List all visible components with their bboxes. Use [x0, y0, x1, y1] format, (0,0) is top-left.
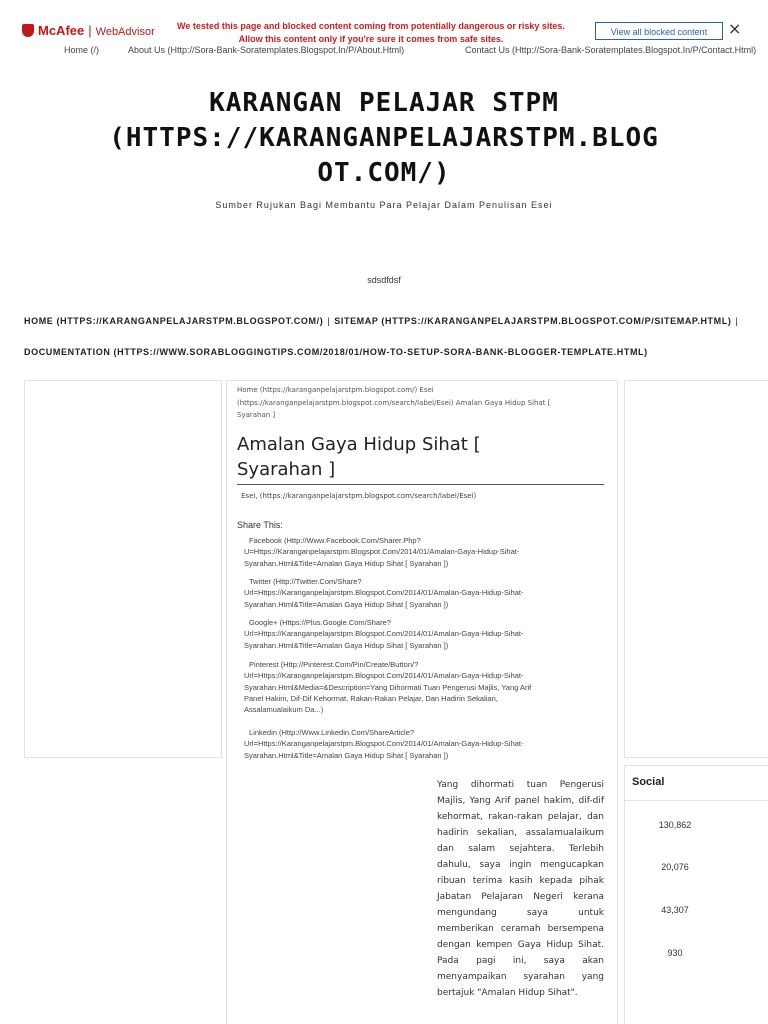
share-title: Share This: — [237, 520, 283, 530]
top-nav-home-link[interactable]: Home (/) — [64, 45, 100, 55]
share-twitter-link[interactable] — [244, 576, 594, 610]
share-link-line: Facebook (Http://Www.Facebook.Com/Sharer.Php? — [249, 536, 421, 545]
post-title — [237, 432, 597, 482]
post-body — [237, 777, 604, 1001]
top-nav — [0, 44, 768, 58]
site-title-line2[interactable]: (HTTPS://KARANGANPELAJARSTPM.BLOG — [109, 123, 659, 153]
share-link-line: Url=Https://Karanganpelajarstpm.Blogspot.Com/2014/01/Amalan-Gaya-Hidup-Sihat- — [244, 739, 524, 749]
social-count-pinterest[interactable]: 930 — [667, 948, 683, 958]
left-sidebar-box — [24, 380, 222, 758]
mcafee-brand: McAfee — [38, 23, 85, 38]
main-nav-documentation-link[interactable]: DOCUMENTATION (HTTPS://WWW.SORABLOGGINGTIPS.COM/2018/01/HOW-TO-SETUP-SORA-BANK-BLOGGER-TEMPLATE.HTML) — [24, 347, 648, 357]
breadcrumb-line2[interactable]: (https://karanganpelajarstpm.blogspot.com/search/label/Esei) Amalan Gaya Hidup Sihat [ — [237, 398, 551, 407]
post-title-line1: Amalan Gaya Hidup Sihat [ — [237, 434, 481, 455]
share-linkedin-link[interactable] — [244, 727, 594, 761]
share-googleplus-link[interactable] — [244, 617, 594, 651]
site-title-line1[interactable]: KARANGAN PELAJAR STPM — [209, 88, 559, 118]
breadcrumb-line3: Syarahan ] — [237, 411, 276, 419]
social-title: Social — [632, 776, 665, 788]
share-link-line: Linkedin (Http://Www.Linkedin.Com/ShareArticle? — [249, 728, 415, 737]
nav-separator: | — [735, 316, 739, 326]
share-link-line: Pinterest (Http://Pinterest.Com/Pin/Create/Button/? — [249, 660, 419, 669]
main-nav-row2 — [24, 347, 648, 357]
nav-separator: | — [327, 316, 331, 326]
social-divider — [624, 800, 768, 801]
breadcrumb-line1[interactable]: Home (https://karanganpelajarstpm.blogspot.com/) Esei — [237, 386, 434, 394]
share-link-line: Url=Https://Karanganpelajarstpm.Blogspot.Com/2014/01/Amalan-Gaya-Hidup-Sihat- — [244, 588, 524, 598]
share-link-line: Syarahan.Html&Title=Amalan Gaya Hidup Sihat [ Syarahan ]) — [244, 558, 449, 568]
post-label-link[interactable]: Esei, (https://karanganpelajarstpm.blogspot.com/search/label/Esei) — [241, 492, 477, 500]
share-pinterest-link[interactable] — [244, 659, 594, 715]
share-link-line: U=Https://Karanganpelajarstpm.Blogspot.Com/2014/01/Amalan-Gaya-Hidup-Sihat- — [244, 547, 520, 557]
share-link-line: Url=Https://Karanganpelajarstpm.Blogspot.Com/2014/01/Amalan-Gaya-Hidup-Sihat- — [244, 671, 524, 681]
share-link-line: Syarahan.Html&Title=Amalan Gaya Hidup Sihat [ Syarahan ]) — [244, 599, 449, 609]
share-link-line: Url=Https://Karanganpelajarstpm.Blogspot.Com/2014/01/Amalan-Gaya-Hidup-Sihat- — [244, 629, 524, 639]
social-widget — [624, 765, 768, 1024]
blocked-message-line2: Allow this content only if you're sure it comes from safe sites. — [238, 34, 504, 44]
top-nav-about-link[interactable]: About Us (Http://Sora-Bank-Soratemplates.Blogspot.In/P/About.Html) — [128, 45, 405, 55]
social-count-twitter[interactable]: 20,076 — [661, 862, 689, 872]
filler-text: sdsdfdsf — [367, 275, 401, 285]
share-link-line: Syarahan.Html&Media=&Description=Yang Dihormati Tuan Pengerusi Majlis, Yang Arif — [244, 682, 532, 692]
mcafee-shield-icon — [22, 24, 34, 37]
image-placeholder — [237, 777, 437, 986]
share-link-line: Twitter (Http://Twitter.Com/Share? — [249, 577, 362, 586]
title-divider — [237, 484, 604, 485]
site-tagline: Sumber Rujukan Bagi Membantu Para Pelajar Dalam Penulisan Esei — [215, 200, 553, 210]
social-count-googleplus[interactable]: 43,307 — [661, 905, 689, 915]
main-nav-row1 — [24, 316, 742, 326]
right-sidebar-box — [624, 380, 768, 758]
main-nav-home-link[interactable]: HOME (HTTPS://KARANGANPELAJARSTPM.BLOGSPOT.COM/) — [24, 316, 324, 326]
webadvisor-banner — [0, 0, 768, 46]
close-icon[interactable]: × — [728, 19, 742, 38]
site-title[interactable] — [0, 86, 768, 191]
blocked-content-message — [166, 20, 576, 46]
share-link-line: Panel Hakim, Dif-Dif Kehormat, Rakan-Rakan Pelajar, Dan Hadirin Sekalian, — [244, 693, 498, 703]
breadcrumb — [237, 384, 597, 422]
blocked-message-line1: We tested this page and blocked content coming from potentially dangerous or risky sites. — [177, 21, 565, 31]
share-link-line: Google+ (Https://Plus.Google.Com/Share? — [249, 618, 391, 627]
share-link-line: Syarahan.Html&Title=Amalan Gaya Hidup Sihat [ Syarahan ]) — [244, 750, 449, 760]
share-link-line: Assalamualaikum Da...) — [244, 705, 324, 715]
mcafee-logo — [22, 23, 155, 38]
post-title-line2: Syarahan ] — [237, 459, 336, 480]
view-blocked-content-button[interactable]: View all blocked content — [595, 22, 723, 40]
main-nav-sitemap-link[interactable]: SITEMAP (HTTPS://KARANGANPELAJARSTPM.BLOGSPOT.COM/P/SITEMAP.HTML) — [334, 316, 732, 326]
share-link-line: Syarahan.Html&Title=Amalan Gaya Hidup Sihat [ Syarahan ]) — [244, 640, 449, 650]
social-count-facebook[interactable]: 130,862 — [658, 820, 692, 830]
share-facebook-link[interactable] — [244, 535, 594, 569]
webadvisor-label: WebAdvisor — [95, 26, 155, 38]
top-nav-contact-link[interactable]: Contact Us (Http://Sora-Bank-Soratemplates.Blogspot.In/P/Contact.Html) — [465, 45, 757, 55]
logo-separator: | — [88, 23, 92, 38]
post-body-text: Yang dihormati tuan Pengerusi Majlis, Yang Arif panel hakim, dif-dif kehormat, rakan-rakan pelajar, dan hadirin sekalian, assalamualaikum dan salam sejahtera. Terlebih dahulu, saya ingin mengucapkan ribuan terima kasih kepada pihak Jabatan Pelajaran Negeri kerana mengundang saya untuk memberikan ceramah bersempena dengan kempen Gaya Hidup Sihat. Pada pagi ini, saya akan menyampaikan syarahan yang bertajuk "Amalan Hidup Sihat". — [437, 780, 604, 998]
site-title-line3[interactable]: OT.COM/) — [317, 158, 451, 188]
